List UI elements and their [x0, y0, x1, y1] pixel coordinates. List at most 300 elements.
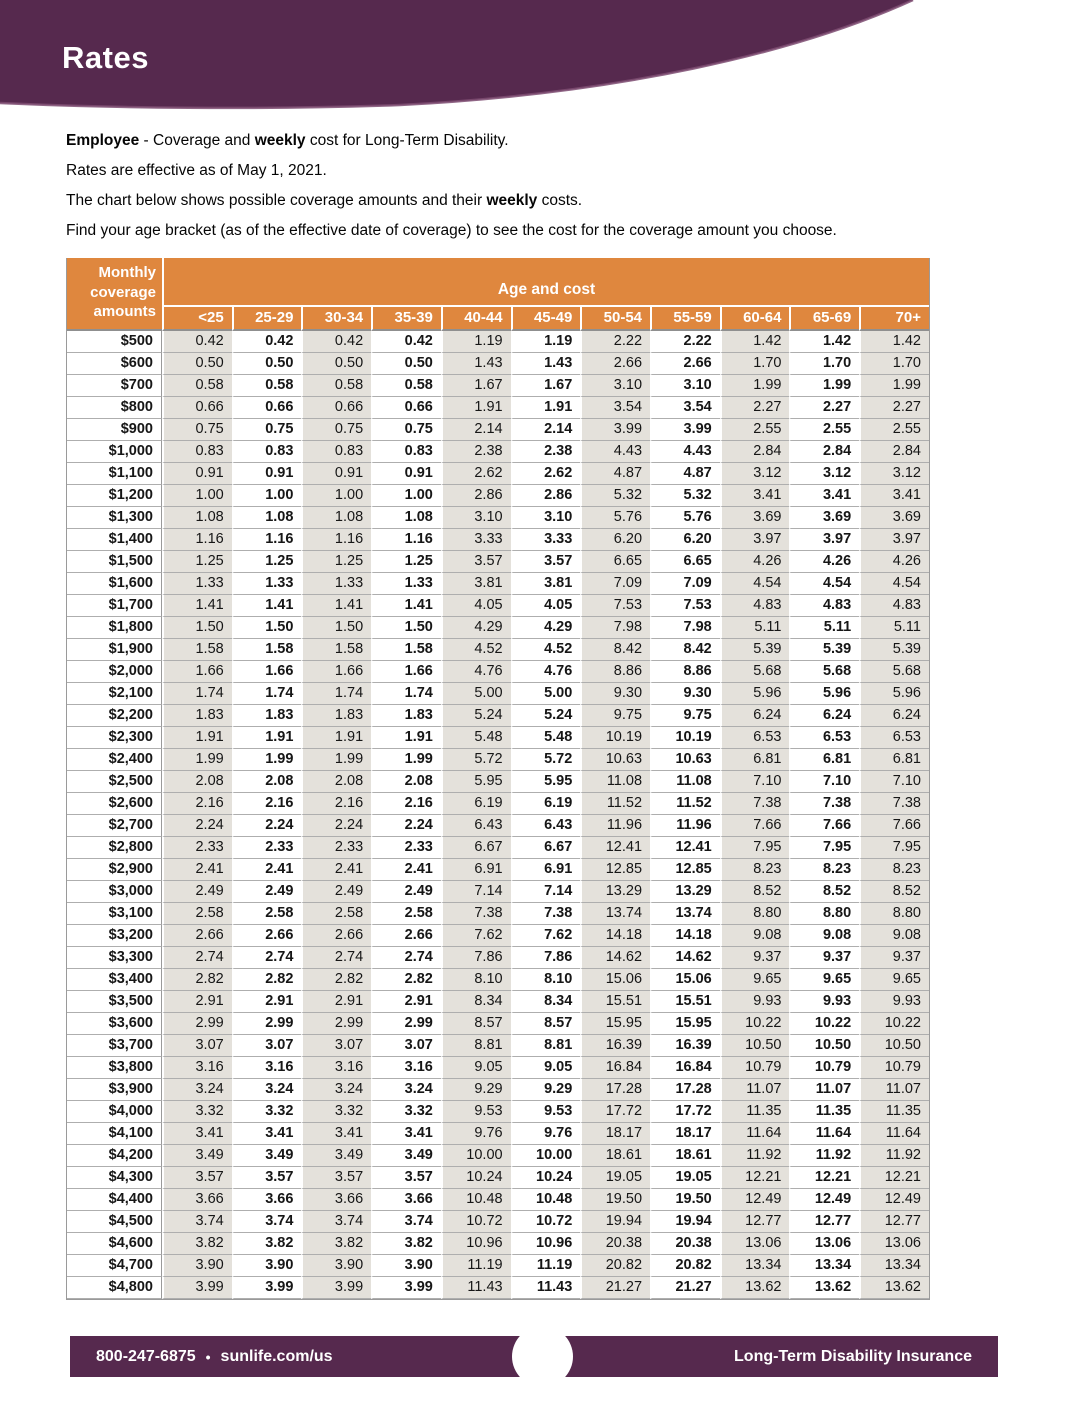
table-row: [67, 595, 929, 617]
age-bracket-header: 25-29: [232, 307, 302, 331]
rate-cell: 12.21: [859, 1167, 929, 1189]
rate-cell: 4.83: [720, 595, 790, 617]
rate-cell: 7.62: [511, 925, 581, 947]
rate-cell: 6.81: [720, 749, 790, 771]
rate-cell: 11.19: [441, 1255, 511, 1277]
rate-cell: 3.10: [650, 375, 720, 397]
rate-cell: 2.82: [232, 969, 302, 991]
rate-cell: 3.10: [511, 507, 581, 529]
age-bracket-header: <25: [162, 307, 232, 331]
table-row: [67, 1013, 929, 1035]
rate-cell: 1.99: [720, 375, 790, 397]
rate-cell: 2.08: [232, 771, 302, 793]
rate-cell: 1.74: [232, 683, 302, 705]
coverage-amount-cell: $3,300: [67, 947, 162, 969]
rate-cell: 19.05: [580, 1167, 650, 1189]
rate-cell: 4.52: [441, 639, 511, 661]
rate-cell: 17.28: [650, 1079, 720, 1101]
coverage-amount-cell: $3,800: [67, 1057, 162, 1079]
rate-cell: 2.24: [162, 815, 232, 837]
rate-cell: 5.24: [441, 705, 511, 727]
rate-cell: 2.14: [511, 419, 581, 441]
rate-cell: 8.57: [441, 1013, 511, 1035]
table-row: [67, 573, 929, 595]
rate-cell: 1.16: [232, 529, 302, 551]
rate-cell: 1.33: [162, 573, 232, 595]
rate-cell: 1.08: [371, 507, 441, 529]
rate-cell: 0.42: [162, 331, 232, 353]
rate-cell: 9.53: [441, 1101, 511, 1123]
rate-cell: 0.42: [371, 331, 441, 353]
rate-cell: 3.90: [162, 1255, 232, 1277]
table-row: [67, 441, 929, 463]
rates-table-header: [67, 258, 929, 331]
rate-cell: 2.82: [162, 969, 232, 991]
rate-cell: 9.05: [441, 1057, 511, 1079]
footer-phone-number: 800-247-6875: [96, 1347, 196, 1365]
rate-cell: 3.69: [789, 507, 859, 529]
rate-cell: 10.19: [650, 727, 720, 749]
coverage-amount-cell: $900: [67, 419, 162, 441]
rate-cell: 3.82: [371, 1233, 441, 1255]
rate-cell: 9.37: [720, 947, 790, 969]
rate-cell: 0.66: [232, 397, 302, 419]
rate-cell: 3.41: [162, 1123, 232, 1145]
rate-cell: 10.72: [441, 1211, 511, 1233]
rate-cell: 15.95: [580, 1013, 650, 1035]
rate-cell: 5.68: [720, 661, 790, 683]
rate-cell: 1.16: [371, 529, 441, 551]
coverage-amount-cell: $3,700: [67, 1035, 162, 1057]
coverage-amount-cell: $1,100: [67, 463, 162, 485]
rate-cell: 3.54: [580, 397, 650, 419]
coverage-amount-cell: $2,400: [67, 749, 162, 771]
rate-cell: 0.75: [371, 419, 441, 441]
coverage-amount-cell: $2,700: [67, 815, 162, 837]
table-row: [67, 661, 929, 683]
footer-site-url: sunlife.com/us: [220, 1347, 333, 1365]
rate-cell: 13.06: [789, 1233, 859, 1255]
rate-cell: 7.10: [720, 771, 790, 793]
rate-cell: 12.49: [720, 1189, 790, 1211]
rate-cell: 8.52: [720, 881, 790, 903]
rate-cell: 7.95: [720, 837, 790, 859]
rate-cell: 5.11: [720, 617, 790, 639]
rate-cell: 11.35: [859, 1101, 929, 1123]
intro-line: The chart below shows possible coverage amounts and their weekly costs.: [66, 192, 583, 209]
rate-cell: 3.82: [232, 1233, 302, 1255]
rate-cell: 10.24: [441, 1167, 511, 1189]
rate-cell: 10.50: [859, 1035, 929, 1057]
rate-cell: 0.50: [162, 353, 232, 375]
rate-cell: 9.29: [511, 1079, 581, 1101]
rate-cell: 3.66: [232, 1189, 302, 1211]
rate-cell: 11.64: [859, 1123, 929, 1145]
rate-cell: 10.22: [859, 1013, 929, 1035]
rate-cell: 7.98: [650, 617, 720, 639]
rate-cell: 3.99: [232, 1277, 302, 1299]
rate-cell: 2.27: [789, 397, 859, 419]
rate-cell: 11.08: [580, 771, 650, 793]
rate-cell: 19.05: [650, 1167, 720, 1189]
rate-cell: 12.85: [580, 859, 650, 881]
rate-cell: 5.96: [720, 683, 790, 705]
age-bracket-header-row: [67, 307, 929, 331]
rate-cell: 1.58: [301, 639, 371, 661]
rate-cell: 1.58: [371, 639, 441, 661]
rate-cell: 5.72: [511, 749, 581, 771]
rate-cell: 4.87: [650, 463, 720, 485]
rate-cell: 10.96: [441, 1233, 511, 1255]
rate-cell: 7.38: [789, 793, 859, 815]
rate-cell: 9.53: [511, 1101, 581, 1123]
table-row: [67, 617, 929, 639]
rate-cell: 8.57: [511, 1013, 581, 1035]
rate-cell: 2.08: [162, 771, 232, 793]
rate-cell: 5.32: [580, 485, 650, 507]
rate-cell: 1.66: [371, 661, 441, 683]
footer-contact: [96, 1336, 333, 1377]
rate-cell: 2.33: [301, 837, 371, 859]
rate-cell: 5.48: [511, 727, 581, 749]
coverage-amount-cell: $3,000: [67, 881, 162, 903]
rate-cell: 8.23: [789, 859, 859, 881]
rate-cell: 20.82: [650, 1255, 720, 1277]
rate-cell: 11.08: [650, 771, 720, 793]
age-bracket-header: 45-49: [511, 307, 581, 331]
rate-cell: 2.16: [301, 793, 371, 815]
rate-cell: 3.99: [301, 1277, 371, 1299]
rate-cell: 15.06: [650, 969, 720, 991]
rate-cell: 7.53: [650, 595, 720, 617]
rate-cell: 2.27: [720, 397, 790, 419]
rate-cell: 0.91: [162, 463, 232, 485]
rate-cell: 1.25: [162, 551, 232, 573]
rate-cell: 2.74: [301, 947, 371, 969]
rate-cell: 4.52: [511, 639, 581, 661]
rate-cell: 6.67: [511, 837, 581, 859]
rate-cell: 2.91: [371, 991, 441, 1013]
rate-cell: 12.21: [789, 1167, 859, 1189]
rate-cell: 1.74: [371, 683, 441, 705]
table-row: [67, 749, 929, 771]
age-bracket-header: 40-44: [441, 307, 511, 331]
rate-cell: 3.33: [441, 529, 511, 551]
rates-table: [66, 258, 930, 1300]
rate-cell: 6.65: [580, 551, 650, 573]
rate-cell: 19.94: [580, 1211, 650, 1233]
rate-cell: 2.38: [441, 441, 511, 463]
rate-cell: 16.39: [580, 1035, 650, 1057]
rate-cell: 18.61: [580, 1145, 650, 1167]
rate-cell: 7.62: [441, 925, 511, 947]
rate-cell: 11.64: [789, 1123, 859, 1145]
rate-cell: 9.65: [789, 969, 859, 991]
rate-cell: 1.99: [301, 749, 371, 771]
rate-cell: 1.16: [301, 529, 371, 551]
rate-cell: 7.10: [789, 771, 859, 793]
rate-cell: 0.58: [371, 375, 441, 397]
rate-cell: 8.52: [859, 881, 929, 903]
rate-cell: 1.08: [301, 507, 371, 529]
rate-cell: 0.42: [301, 331, 371, 353]
coverage-amount-cell: $4,100: [67, 1123, 162, 1145]
rate-cell: 8.10: [441, 969, 511, 991]
rate-cell: 1.42: [859, 331, 929, 353]
rate-cell: 3.16: [301, 1057, 371, 1079]
rate-cell: 3.12: [720, 463, 790, 485]
rate-cell: 2.49: [232, 881, 302, 903]
intro-line: Employee - Coverage and weekly cost for Long-Term Disability.: [66, 132, 509, 149]
rate-cell: 7.95: [789, 837, 859, 859]
rate-cell: 0.91: [371, 463, 441, 485]
rate-cell: 8.81: [441, 1035, 511, 1057]
rate-cell: 11.52: [650, 793, 720, 815]
rate-cell: 11.35: [789, 1101, 859, 1123]
rate-cell: 13.34: [789, 1255, 859, 1277]
rate-cell: 3.10: [441, 507, 511, 529]
rate-cell: 3.24: [162, 1079, 232, 1101]
rate-cell: 9.75: [650, 705, 720, 727]
rate-cell: 9.65: [859, 969, 929, 991]
rate-cell: 3.82: [301, 1233, 371, 1255]
rate-cell: 10.00: [511, 1145, 581, 1167]
rate-cell: 2.99: [162, 1013, 232, 1035]
rate-cell: 1.91: [371, 727, 441, 749]
rate-cell: 2.66: [162, 925, 232, 947]
age-bracket-header: 65-69: [789, 307, 859, 331]
rate-cell: 10.79: [859, 1057, 929, 1079]
rate-cell: 10.48: [441, 1189, 511, 1211]
rate-cell: 6.65: [650, 551, 720, 573]
table-row: [67, 1145, 929, 1167]
rate-cell: 8.52: [789, 881, 859, 903]
rate-cell: 1.83: [162, 705, 232, 727]
rate-cell: 2.62: [441, 463, 511, 485]
rate-cell: 1.83: [301, 705, 371, 727]
rate-cell: 1.50: [232, 617, 302, 639]
rate-cell: 9.30: [650, 683, 720, 705]
rate-cell: 3.90: [371, 1255, 441, 1277]
coverage-amount-cell: $4,300: [67, 1167, 162, 1189]
rate-cell: 6.53: [720, 727, 790, 749]
rate-cell: 5.95: [511, 771, 581, 793]
rate-cell: 18.17: [580, 1123, 650, 1145]
rate-cell: 1.42: [720, 331, 790, 353]
rate-cell: 6.20: [650, 529, 720, 551]
coverage-amount-cell: $1,200: [67, 485, 162, 507]
rate-cell: 2.99: [301, 1013, 371, 1035]
rate-cell: 1.00: [162, 485, 232, 507]
rate-cell: 6.43: [511, 815, 581, 837]
rate-cell: 4.54: [720, 573, 790, 595]
intro-text: [66, 126, 1026, 246]
coverage-amount-cell: $4,700: [67, 1255, 162, 1277]
rate-cell: 15.06: [580, 969, 650, 991]
coverage-amount-cell: $3,200: [67, 925, 162, 947]
rate-cell: 4.29: [441, 617, 511, 639]
rate-cell: 14.62: [580, 947, 650, 969]
rate-cell: 1.99: [232, 749, 302, 771]
rate-cell: 17.72: [580, 1101, 650, 1123]
rate-cell: 5.72: [441, 749, 511, 771]
rate-cell: 0.50: [301, 353, 371, 375]
rate-cell: 13.74: [580, 903, 650, 925]
rate-cell: 4.76: [511, 661, 581, 683]
rate-cell: 11.92: [720, 1145, 790, 1167]
rate-cell: 1.66: [301, 661, 371, 683]
rate-cell: 7.53: [580, 595, 650, 617]
rate-cell: 1.25: [301, 551, 371, 573]
rate-cell: 7.10: [859, 771, 929, 793]
age-bracket-header: 35-39: [371, 307, 441, 331]
rate-cell: 2.16: [162, 793, 232, 815]
rate-cell: 1.74: [162, 683, 232, 705]
age-bracket-header: 30-34: [301, 307, 371, 331]
rate-cell: 3.69: [859, 507, 929, 529]
coverage-amount-cell: $4,400: [67, 1189, 162, 1211]
rate-cell: 12.77: [789, 1211, 859, 1233]
rate-cell: 12.41: [580, 837, 650, 859]
rate-cell: 9.08: [789, 925, 859, 947]
rate-cell: 3.54: [650, 397, 720, 419]
rate-cell: 2.66: [301, 925, 371, 947]
table-row: [67, 353, 929, 375]
rate-cell: 3.81: [511, 573, 581, 595]
rate-cell: 0.83: [371, 441, 441, 463]
column-group-header-age-and-cost: Age and cost: [162, 258, 929, 307]
rate-cell: 1.66: [162, 661, 232, 683]
rate-cell: 2.38: [511, 441, 581, 463]
table-row: [67, 463, 929, 485]
coverage-amount-cell: $3,900: [67, 1079, 162, 1101]
rate-cell: 3.24: [301, 1079, 371, 1101]
coverage-amount-cell: $1,600: [67, 573, 162, 595]
age-bracket-header: 55-59: [650, 307, 720, 331]
rate-cell: 14.18: [650, 925, 720, 947]
rate-cell: 6.19: [441, 793, 511, 815]
rate-cell: 9.30: [580, 683, 650, 705]
rate-cell: 5.39: [789, 639, 859, 661]
table-row: [67, 375, 929, 397]
table-row: [67, 331, 929, 353]
rate-cell: 3.49: [301, 1145, 371, 1167]
rate-cell: 1.67: [441, 375, 511, 397]
rate-cell: 3.07: [371, 1035, 441, 1057]
table-row: [67, 947, 929, 969]
rate-cell: 15.51: [580, 991, 650, 1013]
rate-cell: 1.43: [441, 353, 511, 375]
rate-cell: 9.05: [511, 1057, 581, 1079]
rate-cell: 1.43: [511, 353, 581, 375]
table-row: [67, 485, 929, 507]
rate-cell: 11.07: [789, 1079, 859, 1101]
rate-cell: 11.35: [720, 1101, 790, 1123]
rate-cell: 10.24: [511, 1167, 581, 1189]
coverage-amount-cell: $600: [67, 353, 162, 375]
rate-cell: 1.19: [511, 331, 581, 353]
rate-cell: 10.22: [789, 1013, 859, 1035]
rate-cell: 1.58: [232, 639, 302, 661]
rate-cell: 7.09: [650, 573, 720, 595]
rate-cell: 0.58: [162, 375, 232, 397]
table-row: [67, 881, 929, 903]
rate-cell: 9.65: [720, 969, 790, 991]
rate-cell: 1.08: [162, 507, 232, 529]
rate-cell: 2.99: [232, 1013, 302, 1035]
rate-cell: 9.93: [789, 991, 859, 1013]
rate-cell: 1.50: [371, 617, 441, 639]
rate-cell: 6.43: [441, 815, 511, 837]
table-row: [67, 529, 929, 551]
rate-cell: 11.43: [511, 1277, 581, 1299]
coverage-amount-cell: $2,600: [67, 793, 162, 815]
rate-cell: 4.43: [650, 441, 720, 463]
table-row: [67, 1189, 929, 1211]
table-row: [67, 397, 929, 419]
coverage-amount-cell: $4,200: [67, 1145, 162, 1167]
rate-cell: 1.41: [371, 595, 441, 617]
coverage-amount-cell: $3,400: [67, 969, 162, 991]
coverage-amount-cell: $1,400: [67, 529, 162, 551]
footer-bullet-separator: •: [205, 1348, 211, 1365]
rate-cell: 8.81: [511, 1035, 581, 1057]
table-row: [67, 903, 929, 925]
rate-cell: 1.83: [232, 705, 302, 727]
rate-cell: 2.58: [371, 903, 441, 925]
rate-cell: 5.11: [859, 617, 929, 639]
rate-cell: 9.76: [441, 1123, 511, 1145]
rate-cell: 6.19: [511, 793, 581, 815]
rate-cell: 10.79: [720, 1057, 790, 1079]
rate-cell: 2.41: [371, 859, 441, 881]
rate-cell: 3.57: [232, 1167, 302, 1189]
table-row: [67, 771, 929, 793]
rate-cell: 0.91: [232, 463, 302, 485]
rate-cell: 4.76: [441, 661, 511, 683]
rate-cell: 4.26: [720, 551, 790, 573]
rate-cell: 3.07: [232, 1035, 302, 1057]
rate-cell: 3.41: [371, 1123, 441, 1145]
rate-cell: 1.91: [232, 727, 302, 749]
rate-cell: 8.80: [789, 903, 859, 925]
rate-cell: 1.66: [232, 661, 302, 683]
rate-cell: 13.34: [859, 1255, 929, 1277]
rate-cell: 1.41: [232, 595, 302, 617]
rate-cell: 12.49: [789, 1189, 859, 1211]
rate-cell: 11.19: [511, 1255, 581, 1277]
rate-cell: 7.66: [859, 815, 929, 837]
rate-cell: 3.32: [371, 1101, 441, 1123]
rate-cell: 1.99: [789, 375, 859, 397]
rate-cell: 17.72: [650, 1101, 720, 1123]
rate-cell: 7.38: [511, 903, 581, 925]
rate-cell: 3.66: [301, 1189, 371, 1211]
rate-cell: 7.86: [441, 947, 511, 969]
table-row: [67, 419, 929, 441]
table-row: [67, 1057, 929, 1079]
rate-cell: 0.66: [371, 397, 441, 419]
rate-cell: 12.49: [859, 1189, 929, 1211]
table-row: [67, 683, 929, 705]
rate-cell: 3.66: [162, 1189, 232, 1211]
rate-cell: 3.99: [371, 1277, 441, 1299]
rate-cell: 3.41: [301, 1123, 371, 1145]
rate-cell: 3.90: [301, 1255, 371, 1277]
page-title: Rates: [62, 40, 149, 75]
rate-cell: 2.49: [371, 881, 441, 903]
rate-cell: 0.75: [162, 419, 232, 441]
